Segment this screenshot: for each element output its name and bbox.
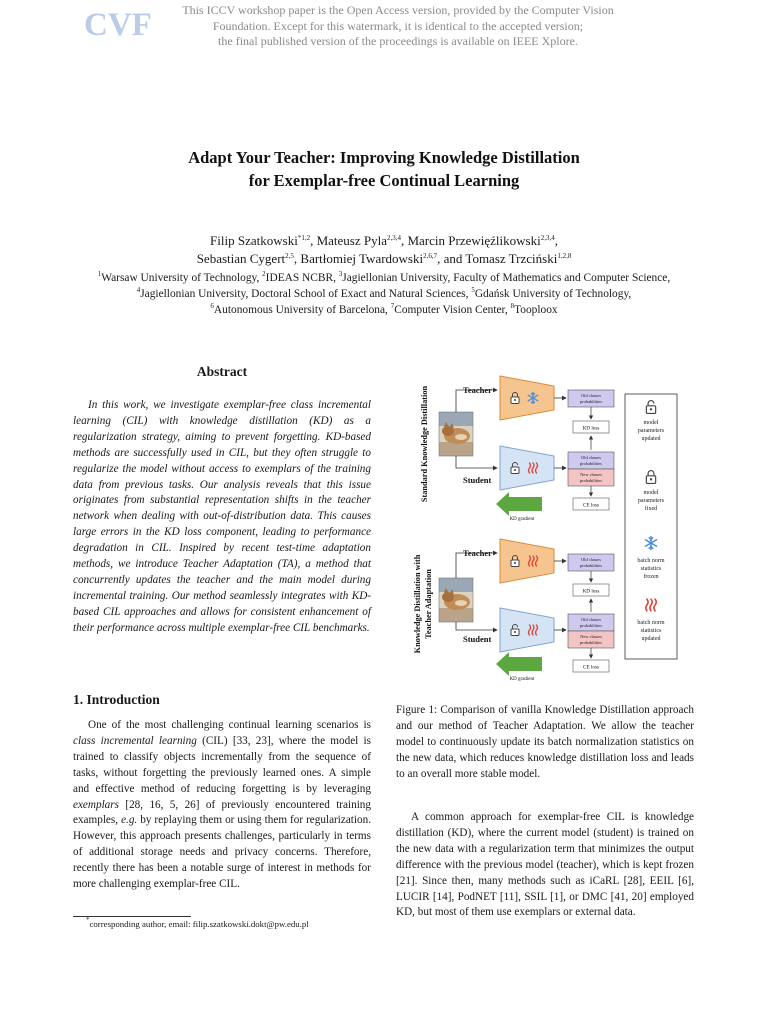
cvf-logo-text: CVF [84, 7, 152, 43]
watermark-line: the final published version of the proceedings is available on IEEE Xplore. [218, 34, 578, 48]
intro-text: by replaying them or using them for regularization. However, this approach presents challenges, particularly in terms of additional storage needs and privacy concerns. Therefore, recently there has been a notable surge of interest in methods for more challenging exemplar-free CIL. [73, 814, 372, 891]
author-list [60, 232, 708, 268]
footnote-text: corresponding author, email: filip.szatkowski.dokt@pw.edu.pl [89, 919, 309, 929]
footnote [86, 916, 376, 930]
author-sep: , [554, 233, 558, 248]
affiliation-line [30, 302, 738, 318]
abstract-heading: Abstract [196, 364, 248, 379]
affil-text: Gdańsk University of Technology, [474, 288, 632, 300]
connector-arrow [456, 456, 497, 468]
title-line: for Exemplar-free Continual Learning [248, 170, 520, 190]
figure-1-caption: Figure 1: Comparison of vanilla Knowledge Distillation approach and our method of Teacher Adaptation. We allow the teacher model to continuously update its batch normalization statistics on the new data, which reduces knowledge distillation loss and leads to an overall more stable model. [396, 704, 694, 780]
legend-label: updated [641, 636, 661, 642]
author-affil-mark: 1,2,8 [557, 252, 572, 260]
old-probs-label: probabilities [580, 563, 602, 568]
legend-label: parameters [637, 428, 665, 434]
author-affil-mark: 2,5 [285, 252, 294, 260]
introduction-paragraph [73, 718, 371, 893]
teacher-network [500, 376, 554, 420]
watermark-line: This ICCV workshop paper is the Open Access version, provided by the Computer Vision [182, 3, 614, 17]
input-image [439, 412, 473, 456]
affiliation-line [30, 286, 738, 302]
intro-text: [28, 16, 5, 26] of previously encountered training examples, [73, 798, 371, 827]
affil-number: 2 [262, 270, 266, 278]
legend-label: parameters [637, 498, 665, 504]
legend-label: statistics [640, 628, 662, 634]
ce-loss-label: CE loss [583, 502, 599, 509]
student-label: Student [463, 634, 492, 644]
author-name: Sebastian Cygert [196, 251, 286, 266]
affil-text: Tooploox [514, 304, 558, 316]
author-name: Filip Szatkowski [210, 233, 298, 248]
author-sep: , and [437, 251, 466, 266]
old-probs-label: Old classes [581, 617, 601, 622]
intro-text: (CIL) [33, 23], where the model is trained to classify objects incrementally from the sequence of tasks, without forgetting the previously learned ones. A simple and effective method of reducing forgetting is by leveraging [73, 734, 371, 795]
kd-loss-label: KD loss [582, 425, 600, 432]
affil-number: 7 [390, 302, 395, 310]
kd-gradient-arrow [496, 652, 542, 676]
footnote-mark: * [86, 916, 90, 924]
affil-number: 5 [471, 286, 475, 294]
footnote-divider [73, 916, 191, 917]
author-sep: , [310, 233, 317, 248]
author-line [60, 232, 708, 250]
intro-emphasis: class incremental learning [73, 734, 197, 747]
legend-label: statistics [640, 566, 662, 572]
author-line [60, 250, 708, 268]
author-name: Marcin Przewięźlikowski [407, 233, 541, 248]
author-affil-mark: *1,2 [297, 234, 311, 242]
legend-label: model [643, 490, 659, 496]
affil-text: Warsaw University of Technology, [101, 272, 263, 284]
old-probs-label: probabilities [580, 399, 602, 404]
affil-number: 1 [97, 270, 102, 278]
author-name: Tomasz Trzciński [465, 251, 558, 266]
watermark-line: Foundation. Except for this watermark, it is identical to the accepted version; [212, 18, 584, 33]
introduction-heading: 1. Introduction [73, 692, 160, 707]
affil-number: 8 [510, 302, 515, 310]
author-affil-mark: 2,3,4 [540, 234, 555, 242]
teacher-adaptation-row-title: Knowledge Distillation with [413, 554, 422, 654]
student-network [500, 446, 554, 490]
kd-loss-label: KD loss [582, 588, 600, 595]
author-affil-mark: 2,6,7 [423, 252, 438, 260]
teacher-network [500, 539, 554, 583]
intro-emphasis: e.g. [121, 814, 138, 827]
affil-number: 6 [210, 302, 214, 310]
author-name: Mateusz Pyla [316, 233, 387, 248]
new-probs-label: probabilities [580, 640, 602, 645]
figure-1-diagram [396, 366, 696, 692]
author-name: Bartłomiej Twardowski [300, 251, 424, 266]
standard-kd-row-title: Standard Knowledge Distillation [420, 385, 429, 503]
abstract-text: In this work, we investigate exemplar-free class incremental learning (CIL) with knowledge distillation (KD) as a regularization strategy, aiming to prevent forgetting. KD-based methods are successfully used in CIL, but they often struggle to regularize the model without access to exemplars of the training data from previous tasks. Our analysis reveals that this issue originates from substantial representation shifts in the teacher network when dealing with out-of-distribution data. This causes large errors in the KD loss component, leading to performance degradation in CIL. Inspired by recent test-time adaptation methods, we introduce Teacher Adaptation (TA), a method that concurrently updates the teacher and the main model during incremental training. Our method seamlessly integrates with KD-based CIL approaches and allows for consistent enhancement of their performance across multiple exemplar-free CIL benchmarks. [73, 399, 371, 634]
student-network [500, 608, 554, 652]
affil-text: Jagiellonian University, Doctoral School of Exact and Natural Sciences, [140, 288, 472, 300]
ce-loss-label: CE loss [583, 664, 599, 671]
author-sep: , [400, 233, 408, 248]
old-probs-label: Old classes [581, 455, 601, 460]
affil-text: Computer Vision Center, [394, 304, 511, 316]
old-probs-label: probabilities [580, 623, 602, 628]
author-sep: , [293, 251, 301, 266]
affil-text: IDEAS NCBR, [265, 272, 339, 284]
connector-arrow [456, 622, 497, 630]
new-probs-label: probabilities [580, 478, 602, 483]
affiliations [30, 270, 738, 318]
affil-number: 4 [136, 286, 141, 294]
kd-gradient-label: KD gradient [509, 677, 535, 682]
legend-label: batch norm [637, 620, 665, 626]
open-access-watermark [180, 3, 616, 50]
teacher-adaptation-row-title: Teacher Adaptation [424, 569, 433, 639]
legend-label: updated [641, 436, 661, 442]
teacher-label: Teacher [463, 385, 492, 395]
legend-label: frozen [643, 574, 659, 580]
affil-number: 3 [338, 270, 343, 278]
affil-text: Autonomous University of Barcelona, [213, 304, 391, 316]
title-line: Adapt Your Teacher: Improving Knowledge Distillation [188, 148, 580, 167]
cvf-logo [84, 6, 152, 43]
kd-gradient-arrow [496, 492, 542, 516]
old-probs-label: probabilities [580, 461, 602, 466]
affil-text: Jagiellonian University, Faculty of Mathematics and Computer Science, [342, 272, 671, 284]
teacher-label: Teacher [463, 548, 492, 558]
intro-text: One of the most challenging continual learning scenarios is [88, 719, 371, 731]
legend-label: model [643, 420, 659, 426]
author-affil-mark: 2,3,4 [386, 234, 401, 242]
new-probs-label: New classes [580, 472, 602, 477]
input-image [439, 578, 473, 622]
paper-title [84, 147, 684, 192]
old-probs-label: Old classes [581, 393, 601, 398]
affiliation-line [30, 270, 738, 286]
body-paragraph: A common approach for exemplar-free CIL is knowledge distillation (KD), where the current model (student) is trained on the new data with a regularization term that minimizes the output difference with the previous model (teacher), which is kept frozen [21]. Since then, many methods such as iCaRL [28], EEIL [6], LUCIR [14], PodNET [11], SSIL [1], or DMC [41, 20] employed KD, but most of them use exemplars or external data. [396, 811, 694, 919]
intro-emphasis: exemplars [73, 798, 119, 811]
kd-gradient-label: KD gradient [509, 517, 535, 522]
legend-label: fixed [644, 506, 658, 512]
legend-label: batch norm [637, 558, 665, 564]
new-probs-label: New classes [580, 634, 602, 639]
student-label: Student [463, 475, 492, 485]
old-probs-label: Old classes [581, 557, 601, 562]
